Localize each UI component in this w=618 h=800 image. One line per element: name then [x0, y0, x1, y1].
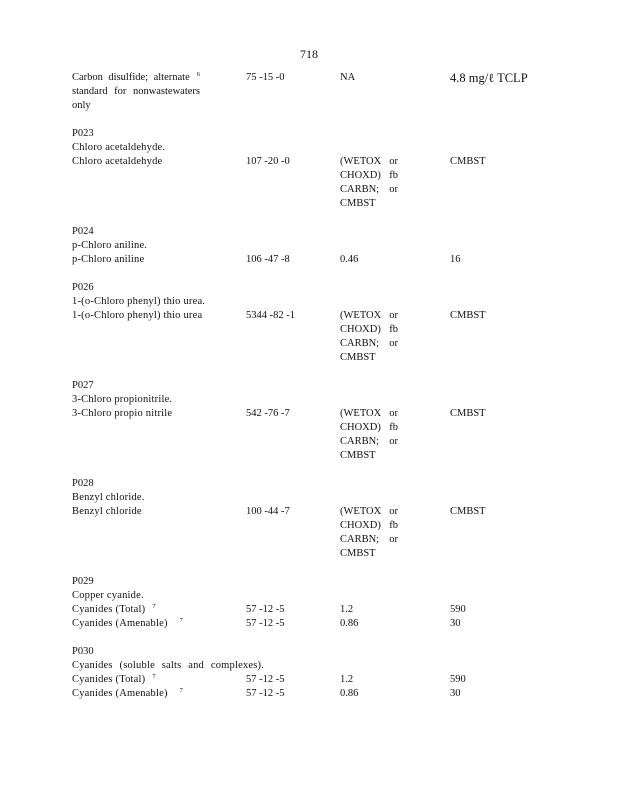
wastewater-standard: 1.2: [340, 674, 354, 685]
constituent-name: Cyanides (Amenable) $^7$: [72, 616, 184, 629]
entry-p024: [72, 225, 572, 267]
constituent-name: p-Chloro aniline: [72, 254, 145, 265]
footnote-marker: 7: [152, 672, 156, 680]
constituent-name: Chloro acetaldehyde: [72, 156, 163, 167]
constituent-name-line: standard for nonwastewaters: [72, 86, 200, 97]
nonwastewater-standard: 16: [450, 254, 461, 265]
cas-number: 5344 -82 -1: [246, 310, 295, 321]
waste-description: Benzyl chloride.: [72, 492, 145, 503]
waste-description: 3-Chloro propionitrile.: [72, 394, 173, 405]
table-row: [72, 687, 572, 701]
entry-p028: [72, 477, 572, 561]
entry-p026: [72, 281, 572, 365]
constituent-name: Cyanides (Total) $^7$: [72, 602, 156, 615]
wastewater-standard: (WETOX or CHOXD) fb CARBN; or CMBST: [340, 408, 398, 461]
wastewater-standard: 0.46: [340, 254, 359, 265]
waste-description: Cyanides (soluble salts and complexes).: [72, 660, 265, 671]
table-row: [72, 673, 572, 687]
page-number: 718: [300, 47, 318, 61]
footnote-marker: 7: [152, 602, 156, 610]
constituent-name: Cyanides (Amenable) $^7$: [72, 686, 184, 699]
cas-number: 75 -15 -0: [246, 72, 285, 83]
waste-code: P024: [72, 226, 94, 237]
entry-p030: [72, 645, 572, 701]
entry-carbon-disulfide: [72, 71, 572, 113]
cas-number: 106 -47 -8: [246, 254, 290, 265]
cas-number: 57 -12 -5: [246, 618, 285, 629]
wastewater-standard: 0.86: [340, 688, 359, 699]
footnote-marker: 7: [179, 686, 184, 694]
nonwastewater-standard: CMBST: [450, 506, 486, 517]
nonwastewater-standard: 590: [450, 604, 466, 615]
waste-code: P030: [72, 646, 94, 657]
waste-code: P027: [72, 380, 94, 391]
constituent-name-line: only: [72, 100, 91, 111]
constituent-name-line: Carbon disulfide; alternate $^6$: [72, 70, 200, 83]
table-row: [72, 617, 572, 631]
cas-number: 542 -76 -7: [246, 408, 290, 419]
cas-number: 57 -12 -5: [246, 674, 285, 685]
waste-code: P026: [72, 282, 94, 293]
nonwastewater-standard: CMBST: [450, 408, 486, 419]
cas-number: 57 -12 -5: [246, 604, 285, 615]
constituent-name: 1-(o-Chloro phenyl) thio urea: [72, 310, 203, 321]
table-row: [72, 603, 572, 617]
nonwastewater-standard: 30: [450, 618, 461, 629]
waste-description: 1-(o-Chloro phenyl) thio urea.: [72, 296, 206, 307]
wastewater-standard: NA: [340, 72, 356, 83]
wastewater-standard: 0.86: [340, 618, 359, 629]
constituent-name: Cyanides (Total) $^7$: [72, 672, 156, 685]
wastewater-standard: 1.2: [340, 604, 354, 615]
entry-p027: [72, 379, 572, 463]
waste-description: Copper cyanide.: [72, 590, 144, 601]
nonwastewater-standard: CMBST: [450, 310, 486, 321]
footnote-marker: 6: [196, 70, 200, 78]
wastewater-standard: (WETOX or CHOXD) fb CARBN; or CMBST: [340, 506, 398, 559]
entry-p023: [72, 127, 572, 211]
waste-code: P029: [72, 576, 94, 587]
wastewater-standard: (WETOX or CHOXD) fb CARBN; or CMBST: [340, 310, 398, 363]
nonwastewater-standard: 30: [450, 688, 461, 699]
constituent-name: Benzyl chloride: [72, 506, 142, 517]
nonwastewater-standard: CMBST: [450, 156, 486, 167]
entry-p029: [72, 575, 572, 631]
constituent-name: 3-Chloro propio nitrile: [72, 408, 173, 419]
cas-number: 100 -44 -7: [246, 506, 290, 517]
nonwastewater-standard: 4.8 mg/ℓ TCLP: [450, 71, 528, 85]
waste-code: P028: [72, 478, 94, 489]
cas-number: 57 -12 -5: [246, 688, 285, 699]
footnote-marker: 7: [179, 616, 184, 624]
waste-description: Chloro acetaldehyde.: [72, 142, 166, 153]
wastewater-standard: (WETOX or CHOXD) fb CARBN; or CMBST: [340, 156, 398, 209]
waste-code: P023: [72, 128, 94, 139]
cas-number: 107 -20 -0: [246, 156, 290, 167]
nonwastewater-standard: 590: [450, 674, 466, 685]
waste-code-table: [72, 71, 572, 715]
waste-description: p-Chloro aniline.: [72, 240, 148, 251]
